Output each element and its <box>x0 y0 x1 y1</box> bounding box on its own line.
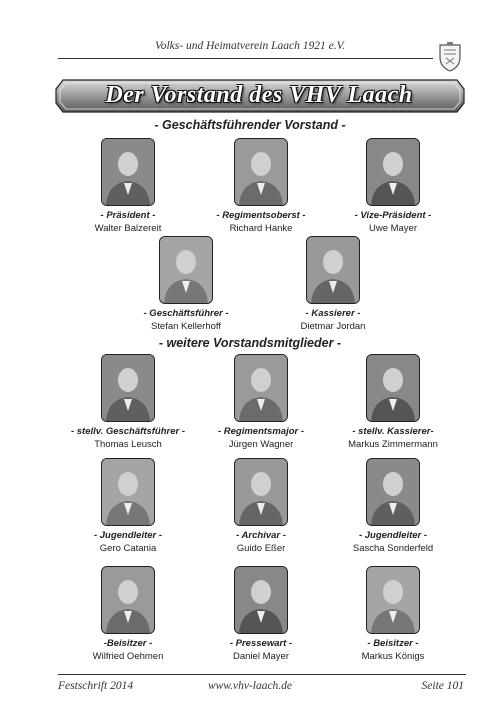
member-name: Uwe Mayer <box>368 223 418 234</box>
member-role: - Pressewart - <box>229 638 293 649</box>
portrait-photo <box>101 354 155 422</box>
coat-of-arms-logo <box>438 42 462 72</box>
member-name: Markus Königs <box>361 651 425 662</box>
board-member-card <box>273 236 393 332</box>
member-role: - Jugendleiter - <box>93 530 163 541</box>
member-role: - stellv. Kassierer- <box>352 426 434 437</box>
member-role: - Vize-Präsident - <box>354 210 432 221</box>
portrait-photo <box>159 236 213 304</box>
member-name: Wilfried Oehmen <box>92 651 164 662</box>
member-role: - Geschäftsführer - <box>143 308 229 319</box>
member-role: - Jugendleiter - <box>358 530 428 541</box>
banner-title: Der Vorstand des VHV Laach <box>105 82 413 108</box>
section-heading-further: - weitere Vorstandsmitglieder - <box>158 336 342 350</box>
member-role: -Beisitzer - <box>103 638 153 649</box>
portrait-photo <box>234 566 288 634</box>
portrait-photo <box>306 236 360 304</box>
member-role: - Präsident - <box>100 210 156 221</box>
member-name: Sascha Sonderfeld <box>352 543 434 554</box>
footer-publication: Festschrift 2014 <box>58 680 134 692</box>
portrait-photo <box>366 354 420 422</box>
member-name: Gero Catania <box>99 543 157 554</box>
board-member-card <box>68 458 188 554</box>
member-role: - Beisitzer - <box>367 638 419 649</box>
portrait-photo <box>101 138 155 206</box>
portrait-photo <box>366 458 420 526</box>
member-name: Walter Balzereit <box>94 223 162 234</box>
board-member-card <box>126 236 246 332</box>
board-member-card <box>201 138 321 234</box>
portrait-photo <box>366 138 420 206</box>
board-member-card <box>68 566 188 662</box>
member-name: Richard Hanke <box>229 223 293 234</box>
portrait-photo <box>234 354 288 422</box>
section-heading-executive: - Geschäftsführender Vorstand - <box>154 118 346 132</box>
board-member-card <box>333 354 453 450</box>
header-rule <box>58 58 433 59</box>
board-member-card <box>201 566 321 662</box>
board-member-card <box>333 458 453 554</box>
member-role: - Archivar - <box>236 530 286 541</box>
board-member-card <box>201 354 321 450</box>
member-name: Markus Zimmermann <box>348 439 438 450</box>
portrait-photo <box>234 458 288 526</box>
member-name: Guido Eßer <box>236 543 286 554</box>
footer-page-number: Seite 101 <box>421 680 464 692</box>
footer-website: www.vhv-laach.de <box>207 680 293 692</box>
member-name: Stefan Kellerhoff <box>150 321 222 332</box>
board-member-card <box>333 138 453 234</box>
member-name: Thomas Leusch <box>94 439 162 450</box>
member-role: - stellv. Geschäftsführer - <box>70 426 186 437</box>
portrait-photo <box>234 138 288 206</box>
member-name: Daniel Mayer <box>233 651 289 662</box>
portrait-photo <box>101 566 155 634</box>
footer-rule <box>58 674 466 675</box>
member-name: Jürgen Wagner <box>228 439 294 450</box>
member-role: - Kassierer - <box>305 308 361 319</box>
member-name: Dietmar Jordan <box>300 321 366 332</box>
header-title: Volks- und Heimatverein Laach 1921 e.V. <box>154 40 346 52</box>
board-member-card <box>68 138 188 234</box>
portrait-photo <box>101 458 155 526</box>
board-member-card <box>333 566 453 662</box>
portrait-photo <box>366 566 420 634</box>
board-member-card <box>68 354 188 450</box>
member-role: - Regimentsoberst - <box>216 210 306 221</box>
board-member-card <box>201 458 321 554</box>
member-role: - Regimentsmajor - <box>217 426 305 437</box>
